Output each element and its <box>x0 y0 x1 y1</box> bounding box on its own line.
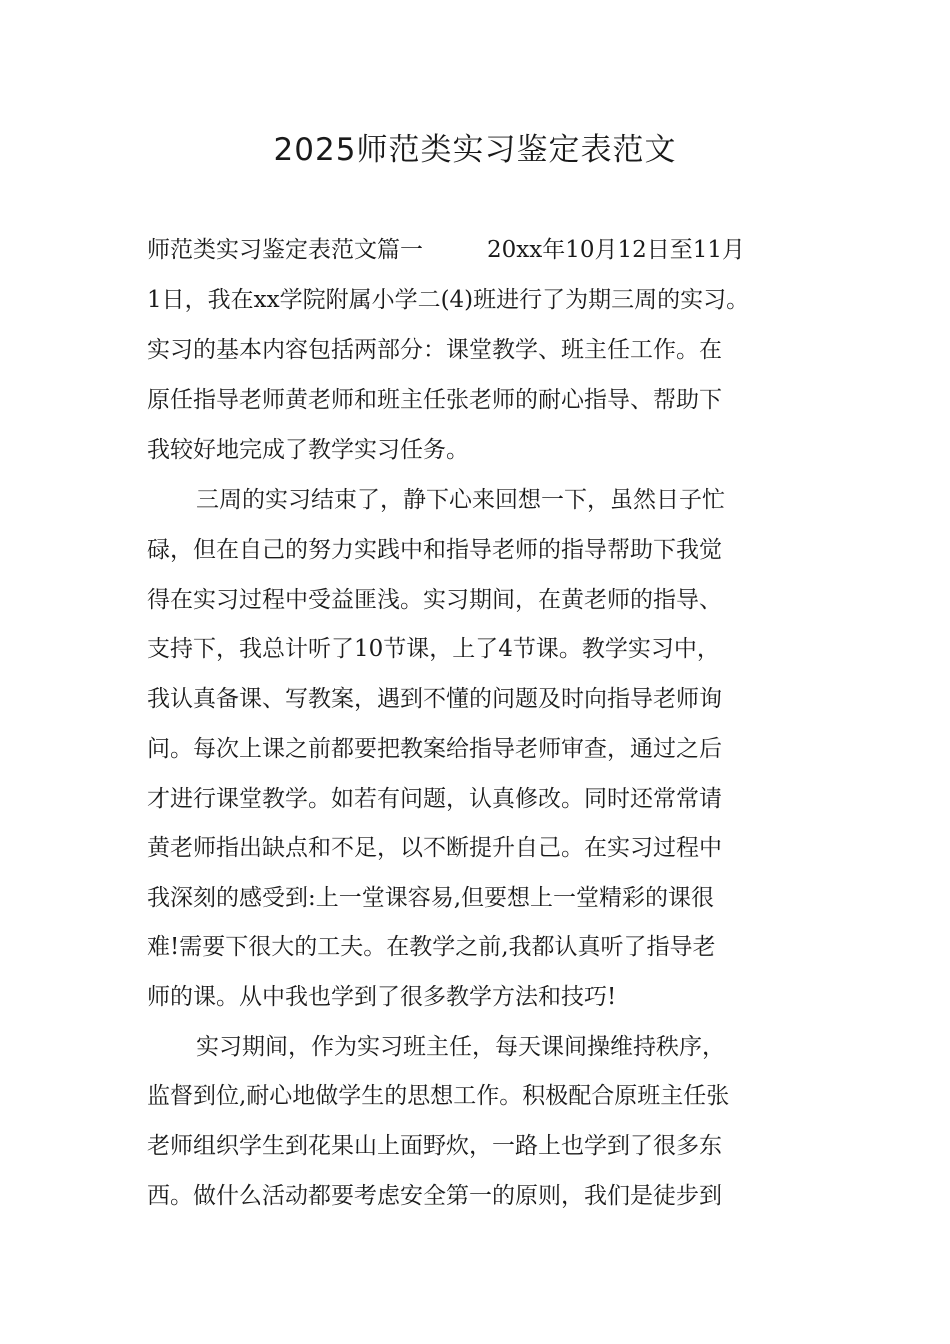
text-line: 我认真备课、写教案，遇到不懂的问题及时向指导老师询 <box>147 686 722 712</box>
section-heading: 师范类实习鉴定表范文篇一 <box>147 237 423 263</box>
text-line: 实习期间，作为实习班主任，每天课间操维持秩序， <box>196 1034 725 1060</box>
text-line: 原任指导老师黄老师和班主任张老师的耐心指导、帮助下 <box>147 387 722 413</box>
text-line: 才进行课堂教学。如若有问题，认真修改。同时还常常请 <box>147 786 722 812</box>
text-line: 支持下，我总计听了10节课，上了4节课。教学实习中， <box>147 636 720 662</box>
text-line: 黄老师指出缺点和不足，以不断提升自己。在实习过程中 <box>147 835 722 861</box>
text-line: 难!需要下很大的工夫。在教学之前,我都认真听了指导老 <box>147 934 716 960</box>
text-line: 西。做什么活动都要考虑安全第一的原则，我们是徒步到 <box>147 1183 722 1209</box>
text-line: 三周的实习结束了，静下心来回想一下，虽然日子忙 <box>196 487 725 513</box>
text-line: 得在实习过程中受益匪浅。实习期间，在黄老师的指导、 <box>147 587 722 613</box>
text-line: 师的课。从中我也学到了很多教学方法和技巧! <box>147 984 617 1010</box>
text-line: 我较好地完成了教学实习任务。 <box>147 437 469 463</box>
text-line: 问。每次上课之前都要把教案给指导老师审查，通过之后 <box>147 736 722 762</box>
text-line: 老师组织学生到花果山上面野炊，一路上也学到了很多东 <box>147 1133 722 1159</box>
text-line: 实习的基本内容包括两部分：课堂教学、班主任工作。在 <box>147 337 722 363</box>
text-line: 1日，我在xx学院附属小学二(4)班进行了为期三周的实习。 <box>147 287 750 313</box>
text-line <box>147 235 817 265</box>
text-line: 我深刻的感受到:上一堂课容易,但要想上一堂精彩的课很 <box>147 885 715 911</box>
text-line: 碌，但在自己的努力实践中和指导老师的指导帮助下我觉 <box>147 537 722 563</box>
text-run: 20xx年10月12日至11月 <box>487 237 746 263</box>
text-line: 监督到位,耐心地做学生的思想工作。积极配合原班主任张 <box>147 1083 730 1109</box>
document-title: 2025师范类实习鉴定表范文 <box>273 132 677 168</box>
